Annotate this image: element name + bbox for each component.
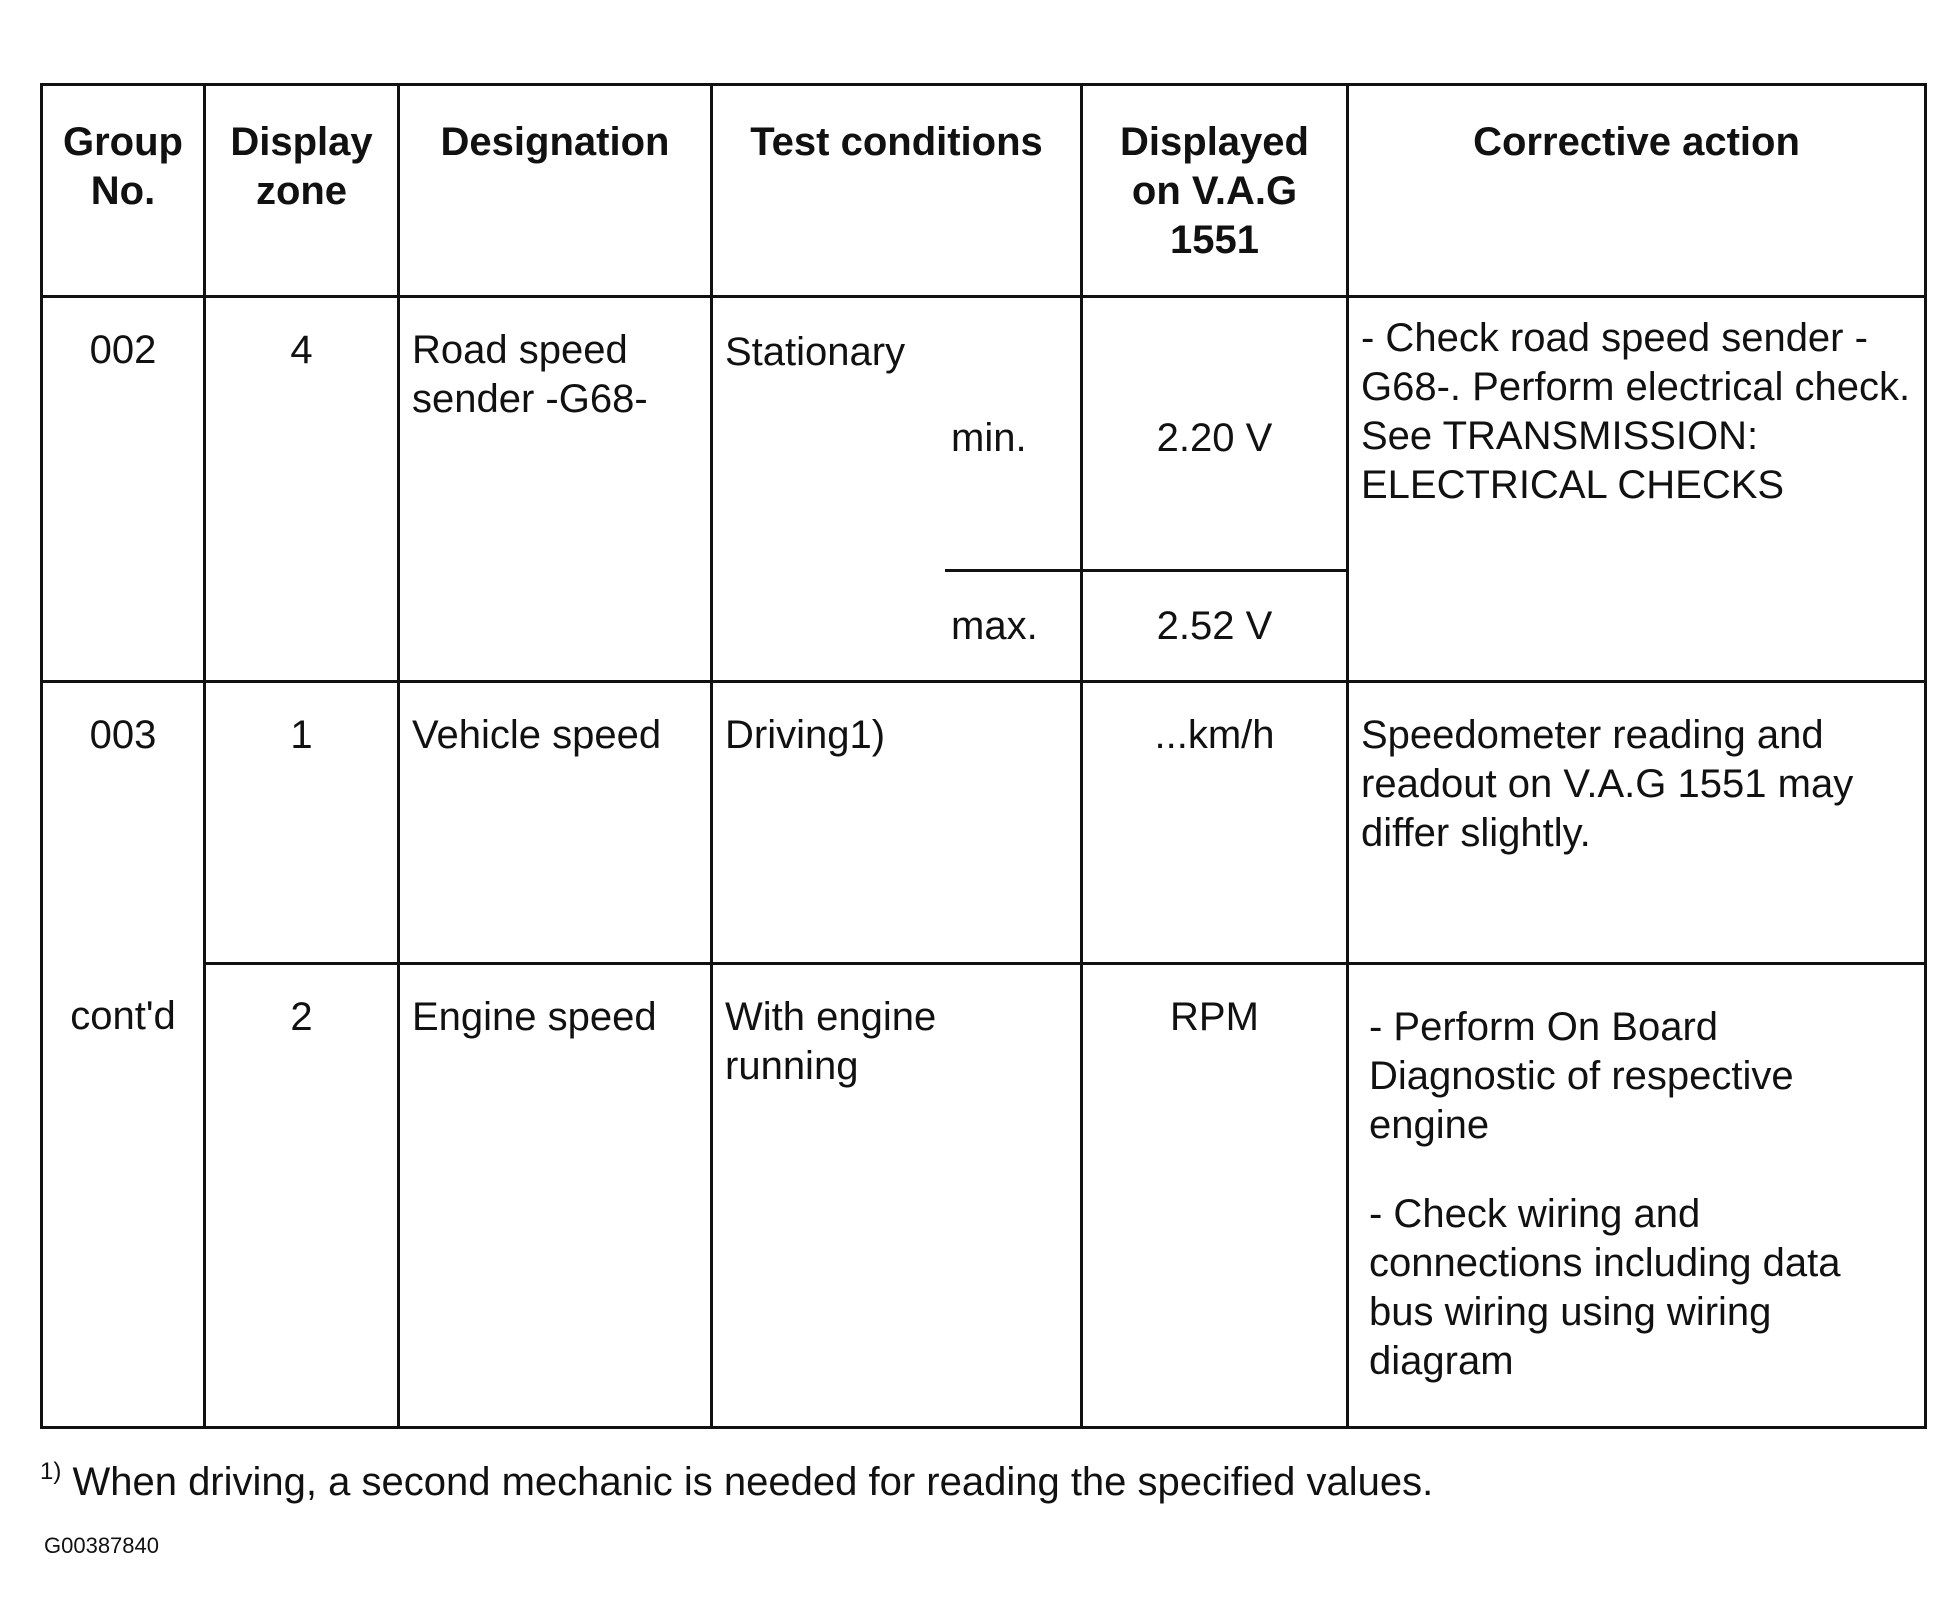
designation: Road speed sender -G68- xyxy=(399,297,712,682)
table-row-002 xyxy=(42,297,1926,682)
header-test-conditions: Test conditions xyxy=(712,85,1082,297)
test-conditions xyxy=(712,297,1082,682)
corrective-action: Speedometer reading and readout on V.A.G 1551 may differ slightly. xyxy=(1348,682,1926,964)
corrective-action: - Check road speed sender -G68-. Perform electrical check. See TRANSMISSION: ELECTRICAL CHECKS xyxy=(1348,297,1926,682)
test-conditions: Driving1) xyxy=(712,682,1082,964)
action-item: - Check wiring and connections including data bus wiring using wiring diagram xyxy=(1369,1192,1841,1383)
display-zone: 4 xyxy=(205,297,399,682)
display-zone: 2 xyxy=(205,964,399,1428)
min-label: min. xyxy=(951,416,1027,460)
divider xyxy=(1083,569,1346,572)
header-designation: Designation xyxy=(399,85,712,297)
max-value: 2.52 V xyxy=(1156,604,1273,648)
header-displayed: Displayed on V.A.G 1551 xyxy=(1082,85,1348,297)
table-row-003-contd xyxy=(42,964,1926,1428)
figure-id: G00387840 xyxy=(44,1533,159,1558)
divider xyxy=(945,569,1083,572)
action-item: - Perform On Board Diagnostic of respective engine xyxy=(1369,1005,1794,1147)
display-zone: 1 xyxy=(205,682,399,964)
diagnostic-table xyxy=(40,83,1927,1429)
corrective-action xyxy=(1348,964,1926,1428)
group-number: 003 xyxy=(42,682,205,964)
displayed-value: RPM xyxy=(1082,964,1348,1428)
header-display-zone: Display zone xyxy=(205,85,399,297)
footnote-text: When driving, a second mechanic is needed for reading the specified values. xyxy=(61,1460,1434,1504)
header-corrective-action: Corrective action xyxy=(1348,85,1926,297)
table-row-003 xyxy=(42,682,1926,964)
designation: Vehicle speed xyxy=(399,682,712,964)
group-number: 002 xyxy=(42,297,205,682)
header-group-no: Group No. xyxy=(42,85,205,297)
min-value: 2.20 V xyxy=(1156,416,1273,460)
displayed-value: ...km/h xyxy=(1082,682,1348,964)
condition-text: Stationary xyxy=(725,330,906,374)
displayed-values xyxy=(1082,297,1348,682)
footnote xyxy=(40,1448,1433,1506)
group-number: cont'd xyxy=(42,964,205,1428)
max-label: max. xyxy=(951,604,1038,648)
test-conditions: With engine running xyxy=(712,964,1082,1428)
header-row xyxy=(42,85,1926,297)
footnote-marker: 1) xyxy=(40,1458,62,1485)
designation: Engine speed xyxy=(399,964,712,1428)
